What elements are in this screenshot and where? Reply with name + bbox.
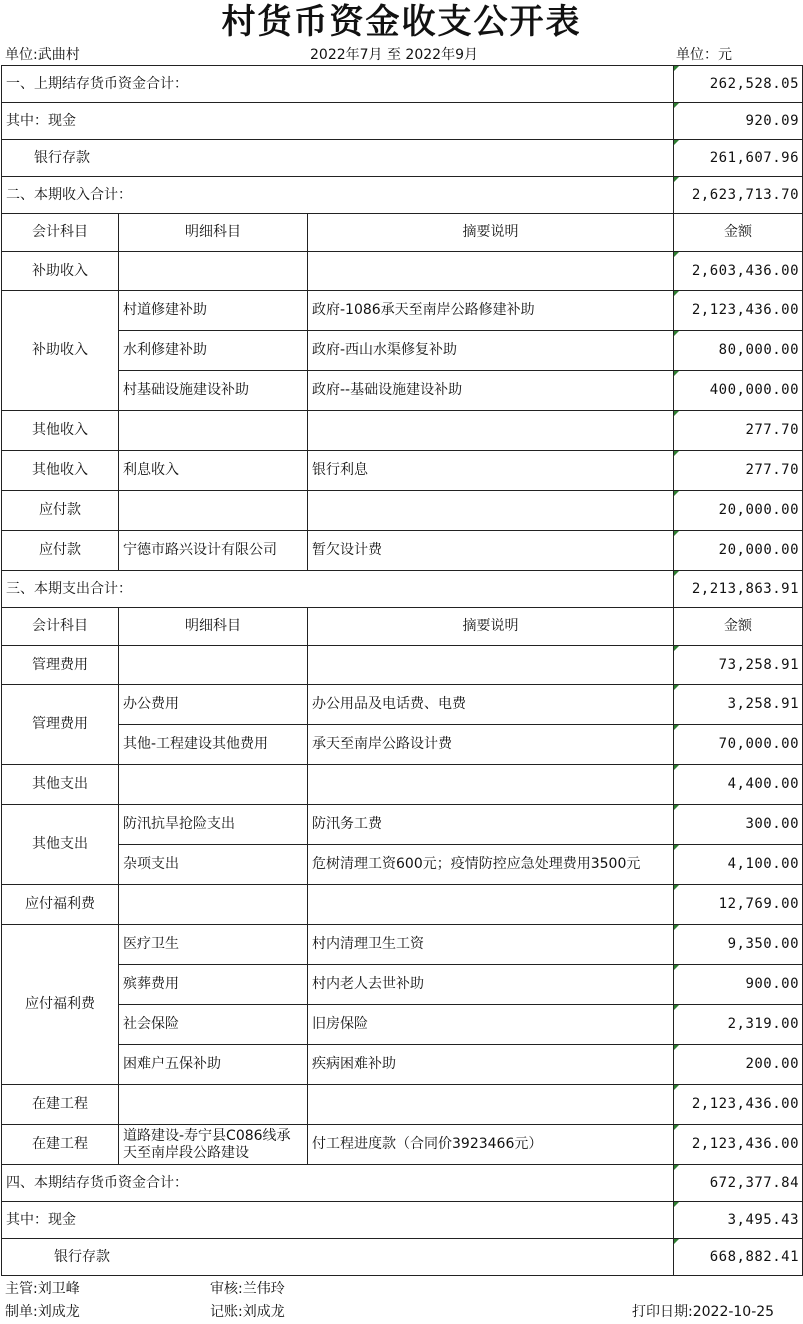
column-header: 明细科目	[119, 214, 308, 252]
summary-row	[2, 177, 803, 214]
amount-cell: 2,123,436.00	[674, 1125, 803, 1165]
desc-cell	[308, 252, 674, 291]
summary-label: 其中：现金	[2, 1202, 674, 1239]
table-row	[2, 531, 803, 571]
desc-cell: 村内老人去世补助	[308, 965, 674, 1005]
summary-amount: 261,607.96	[674, 140, 803, 177]
desc-cell: 政府-1086承天至南岸公路修建补助	[308, 291, 674, 331]
summary-row	[2, 66, 803, 103]
detail-cell	[119, 491, 308, 531]
desc-cell: 办公用品及电话费、电费	[308, 685, 674, 725]
print-date: 打印日期:2022-10-25	[632, 1304, 775, 1320]
desc-cell	[308, 1085, 674, 1125]
summary-row	[2, 140, 803, 177]
summary-label: 其中：现金	[2, 103, 674, 140]
detail-cell: 村道修建补助	[119, 291, 308, 331]
column-header: 金额	[674, 608, 803, 646]
summary-amount: 920.09	[674, 103, 803, 140]
table-row	[2, 1005, 803, 1045]
desc-cell: 暂欠设计费	[308, 531, 674, 571]
column-header-row	[2, 214, 803, 252]
summary-row	[2, 1202, 803, 1239]
amount-cell: 2,123,436.00	[674, 291, 803, 331]
table-row	[2, 1085, 803, 1125]
detail-cell: 医疗卫生	[119, 925, 308, 965]
detail-cell	[119, 765, 308, 805]
detail-cell	[119, 1085, 308, 1125]
column-header: 会计科目	[2, 214, 119, 252]
column-header: 摘要说明	[308, 608, 674, 646]
summary-label: 三、本期支出合计：	[2, 571, 674, 608]
table-row	[2, 451, 803, 491]
amount-cell: 9,350.00	[674, 925, 803, 965]
summary-row	[2, 1239, 803, 1276]
detail-cell: 殡葬费用	[119, 965, 308, 1005]
table-row	[2, 685, 803, 725]
amount-cell: 70,000.00	[674, 725, 803, 765]
detail-cell	[119, 885, 308, 925]
table-row	[2, 845, 803, 885]
table-row	[2, 1045, 803, 1085]
detail-cell	[119, 252, 308, 291]
supervisor-signature: 主管:刘卫峰	[5, 1281, 80, 1297]
auditor-signature: 审核:兰伟玲	[210, 1281, 285, 1297]
amount-cell: 277.70	[674, 451, 803, 491]
desc-cell: 危树清理工资600元；疫情防控应急处理费用3500元	[308, 845, 674, 885]
amount-cell: 20,000.00	[674, 531, 803, 571]
column-header-row	[2, 608, 803, 646]
summary-amount: 668,882.41	[674, 1239, 803, 1276]
detail-cell: 村基础设施建设补助	[119, 371, 308, 411]
account-cell: 应付款	[2, 491, 119, 531]
account-cell: 其他收入	[2, 451, 119, 491]
detail-cell: 社会保险	[119, 1005, 308, 1045]
detail-cell: 水利修建补助	[119, 331, 308, 371]
table-row	[2, 965, 803, 1005]
summary-label: 一、上期结存货币资金合计：	[2, 66, 674, 103]
account-cell: 在建工程	[2, 1125, 119, 1165]
summary-label: 银行存款	[2, 1239, 674, 1276]
desc-cell: 承天至南岸公路设计费	[308, 725, 674, 765]
summary-amount: 3,495.43	[674, 1202, 803, 1239]
detail-cell	[119, 646, 308, 685]
detail-cell: 道路建设-寿宁县C086线承天至南岸段公路建设	[119, 1125, 308, 1165]
summary-amount: 262,528.05	[674, 66, 803, 103]
summary-row	[2, 571, 803, 608]
desc-cell	[308, 765, 674, 805]
column-header: 会计科目	[2, 608, 119, 646]
desc-cell: 政府--基础设施建设补助	[308, 371, 674, 411]
account-cell: 其他支出	[2, 805, 119, 885]
detail-cell: 其他-工程建设其他费用	[119, 725, 308, 765]
summary-label: 银行存款	[2, 140, 674, 177]
amount-cell: 277.70	[674, 411, 803, 451]
table-row	[2, 491, 803, 531]
account-cell: 应付福利费	[2, 925, 119, 1085]
detail-cell: 防汛抗旱抢险支出	[119, 805, 308, 845]
table-row	[2, 331, 803, 371]
amount-cell: 80,000.00	[674, 331, 803, 371]
table-row	[2, 371, 803, 411]
preparer-signature: 制单:刘成龙	[5, 1304, 80, 1320]
desc-cell: 村内清理卫生工资	[308, 925, 674, 965]
summary-row	[2, 1165, 803, 1202]
account-cell: 补助收入	[2, 291, 119, 411]
amount-cell: 3,258.91	[674, 685, 803, 725]
table-row	[2, 411, 803, 451]
summary-amount: 672,377.84	[674, 1165, 803, 1202]
account-cell: 应付福利费	[2, 885, 119, 925]
amount-cell: 400,000.00	[674, 371, 803, 411]
account-cell: 管理费用	[2, 685, 119, 765]
detail-cell: 杂项支出	[119, 845, 308, 885]
summary-amount: 2,623,713.70	[674, 177, 803, 214]
account-cell: 其他收入	[2, 411, 119, 451]
table-row	[2, 725, 803, 765]
column-header: 金额	[674, 214, 803, 252]
detail-cell: 困难户五保补助	[119, 1045, 308, 1085]
desc-cell: 付工程进度款（合同价3923466元）	[308, 1125, 674, 1165]
fund-table	[1, 65, 803, 1276]
account-cell: 管理费用	[2, 646, 119, 685]
page-title: 村货币资金收支公开表	[221, 2, 582, 42]
amount-cell: 4,100.00	[674, 845, 803, 885]
amount-cell: 2,319.00	[674, 1005, 803, 1045]
desc-cell	[308, 646, 674, 685]
table-row	[2, 805, 803, 845]
table-row	[2, 252, 803, 291]
unit-label: 单位:武曲村	[5, 47, 80, 63]
detail-cell: 办公费用	[119, 685, 308, 725]
detail-cell	[119, 411, 308, 451]
summary-label: 二、本期收入合计：	[2, 177, 674, 214]
amount-cell: 73,258.91	[674, 646, 803, 685]
detail-cell: 宁德市路兴设计有限公司	[119, 531, 308, 571]
amount-cell: 12,769.00	[674, 885, 803, 925]
amount-cell: 2,123,436.00	[674, 1085, 803, 1125]
table-row	[2, 885, 803, 925]
desc-cell: 银行利息	[308, 451, 674, 491]
summary-amount: 2,213,863.91	[674, 571, 803, 608]
account-cell: 应付款	[2, 531, 119, 571]
account-cell: 其他支出	[2, 765, 119, 805]
column-header: 明细科目	[119, 608, 308, 646]
period-label: 2022年7月 至 2022年9月	[310, 47, 478, 63]
amount-cell: 300.00	[674, 805, 803, 845]
table-row	[2, 291, 803, 331]
amount-cell: 20,000.00	[674, 491, 803, 531]
bookkeeper-signature: 记账:刘成龙	[210, 1304, 285, 1320]
currency-label: 单位：元	[676, 47, 732, 63]
amount-cell: 4,400.00	[674, 765, 803, 805]
desc-cell: 疾病困难补助	[308, 1045, 674, 1085]
desc-cell	[308, 411, 674, 451]
desc-cell: 防汛务工费	[308, 805, 674, 845]
account-cell: 在建工程	[2, 1085, 119, 1125]
amount-cell: 200.00	[674, 1045, 803, 1085]
table-row	[2, 765, 803, 805]
desc-cell	[308, 885, 674, 925]
column-header: 摘要说明	[308, 214, 674, 252]
desc-cell: 政府-西山水渠修复补助	[308, 331, 674, 371]
table-row	[2, 646, 803, 685]
summary-row	[2, 103, 803, 140]
desc-cell: 旧房保险	[308, 1005, 674, 1045]
amount-cell: 900.00	[674, 965, 803, 1005]
detail-cell: 利息收入	[119, 451, 308, 491]
summary-label: 四、本期结存货币资金合计：	[2, 1165, 674, 1202]
table-row	[2, 1125, 803, 1165]
desc-cell	[308, 491, 674, 531]
table-row	[2, 925, 803, 965]
account-cell: 补助收入	[2, 252, 119, 291]
amount-cell: 2,603,436.00	[674, 252, 803, 291]
